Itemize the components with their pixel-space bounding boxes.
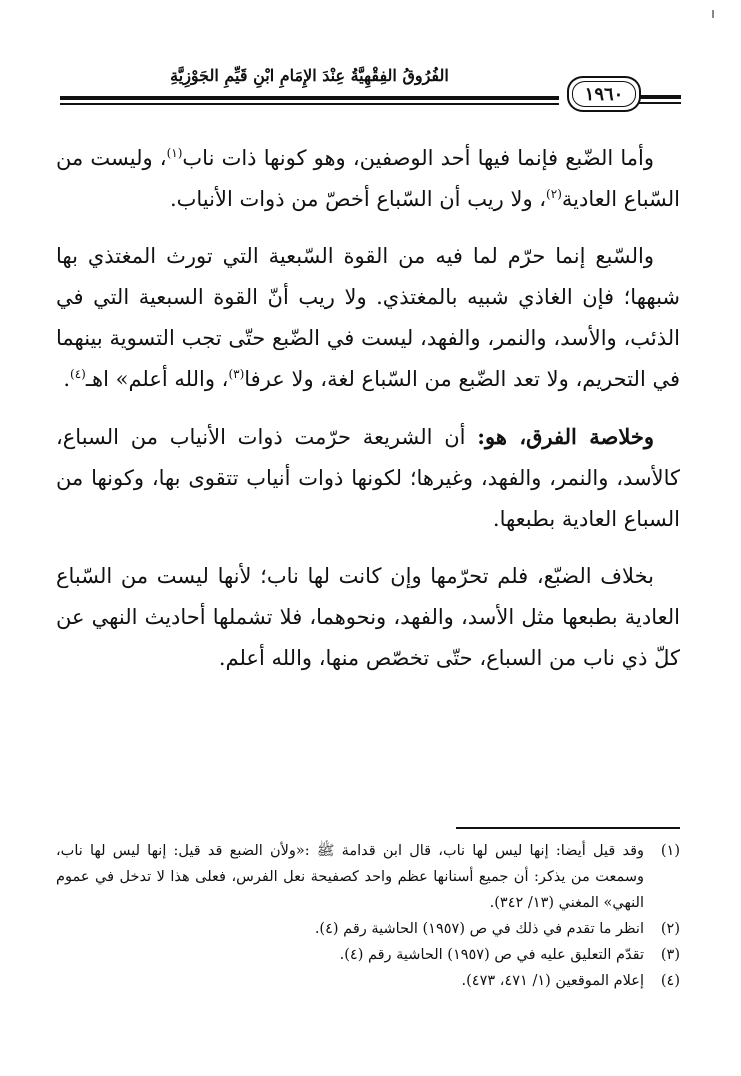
scan-corner-mark (712, 10, 714, 18)
footnote-number: (٤) (660, 973, 680, 989)
paragraph-3 (56, 416, 680, 540)
footnote-1 (56, 838, 680, 916)
footnotes (56, 838, 680, 994)
footnote-text: إعلام الموقعين (١/ ٤٧١، ٤٧٣). (461, 973, 644, 989)
footnote-4 (56, 968, 680, 994)
footnote-ref-3: (٣) (228, 367, 245, 381)
footnote-text: انظر ما تقدم في ذلك في ص (١٩٥٧) الحاشية رقم (٤). (314, 921, 644, 937)
header-rule-tail-thin (639, 102, 681, 104)
footnote-3 (56, 942, 680, 968)
paragraph-1-text-a: وأما الضّبع فإنما فيها أحد الوصفين، وهو كونها ذات ناب (182, 146, 655, 170)
footnote-number: (٣) (660, 947, 680, 963)
paragraph-3-text: أن الشريعة حرّمت ذوات الأنياب من السباع، كالأسد، والنمر، والفهد، وغيرها؛ لكونها ذوات أنياب تتقوى بها، وكونها من السباع العادية بطبعها. (56, 425, 680, 531)
footnote-ref-4: (٤) (70, 367, 86, 381)
paragraph-4: بخلاف الضبّع، فلم تحرّمها وإن كانت لها ناب؛ لأنها ليست من السّباع العادية بطبعها مثل الأسد، والفهد، ونحوهما، فلا تشملها أحاديث النهي عن كلّ ذي ناب من السباع، حتّى تخصّص منها، والله أعلم. (56, 564, 680, 670)
main-text (56, 138, 680, 695)
header-rule-thin (60, 103, 559, 105)
footnote-text: تقدّم التعليق عليه في ص (١٩٥٧) الحاشية رقم (٤). (339, 947, 644, 963)
page-number: ١٩٦٠ (584, 83, 624, 105)
paragraph-1 (56, 138, 680, 220)
footnote-ref-1: (١) (166, 146, 183, 160)
paragraph-1-text-c: ، ولا ريب أن السّباع أخصّ من ذوات الأنياب. (169, 187, 547, 211)
running-title: الفُرُوقُ الفِقْهِيَّةُ عِنْدَ الإِمَامِ ابْنِ قَيِّمِ الجَوْزِيَّةِ (170, 66, 449, 85)
summary-lead: وخلاصة الفرق، هو: (477, 424, 654, 449)
footnote-separator (456, 827, 680, 829)
footnote-2 (56, 916, 680, 942)
page-header (60, 62, 680, 122)
footnote-ref-2: (٢) (546, 187, 562, 201)
paragraph-2-text-a: والسّبع إنما حرّم لما فيه من القوة السّبعية التي تورث المغتذي بها شبهها؛ فإن الغاذي شبيه بالمغتذي. ولا ريب أنّ القوة السبعية التي في الذئب، والأسد، والنمر، والفهد، ليست في الضّبع حتّى تجب التسوية بينهما في التحريم، ولا تعد الضّبع من السّباع لغة، ولا عرفا (56, 244, 680, 391)
header-rule-tail-thick (639, 95, 681, 99)
header-rule-thick (60, 96, 559, 100)
paragraph-2-text-b: ، والله أعلم» اهـ (85, 367, 229, 391)
paragraph-2 (56, 236, 680, 400)
footnote-number: (٢) (660, 921, 680, 937)
footnote-number: (١) (660, 843, 680, 859)
paragraph-1-text-b: ، وليست من السّباع العادية (56, 146, 680, 211)
footnote-text: وقد قيل أيضا: إنها ليس لها ناب، قال ابن قدامة ﷺ :«ولأن الضبع قد قيل: إنها ليس لها ناب، وسمعت من يذكر: أن جميع أسنانها عظم واحد كصفيحة نعل الفرس، فعلى هذا لا تدخل في عموم النهي» المغني (١٣/ ٣٤٢). (56, 843, 644, 911)
paragraph-2-text-c: . (63, 367, 71, 391)
page-number-badge (567, 76, 641, 112)
